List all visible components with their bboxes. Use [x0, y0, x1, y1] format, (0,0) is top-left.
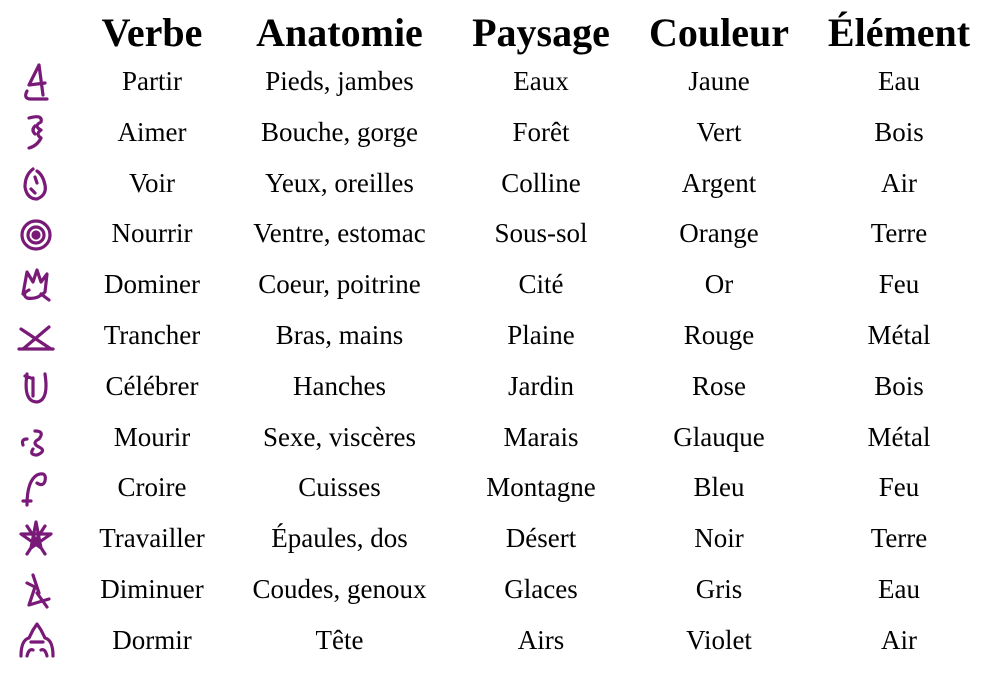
- cell-anatomie: Cuisses: [298, 472, 381, 503]
- cell-couleur: Jaune: [688, 66, 750, 96]
- cell-paysage: Airs: [517, 624, 565, 655]
- cell-anatomie: Sexe, viscères: [263, 421, 416, 452]
- table-row: [0, 159, 981, 207]
- table-row: [0, 108, 981, 156]
- cell-element: Air: [881, 167, 917, 198]
- sigil-dominer-icon: [13, 264, 59, 306]
- cell-anatomie: Bouche, gorge: [261, 116, 418, 147]
- cell-anatomie: Hanches: [293, 370, 386, 401]
- header-paysage: Paysage: [472, 10, 610, 55]
- sigil-celebrer-icon: [13, 366, 59, 408]
- cell-anatomie: Yeux, oreilles: [265, 167, 414, 198]
- cell-anatomie: Épaules, dos: [271, 523, 408, 554]
- cell-verbe: Aimer: [117, 116, 187, 147]
- cell-verbe: Trancher: [103, 320, 201, 350]
- cell-couleur: Orange: [679, 218, 759, 249]
- cell-couleur: Violet: [686, 624, 752, 655]
- cell-paysage: Jardin: [508, 370, 574, 401]
- cell-paysage: Plaine: [507, 320, 575, 350]
- cell-couleur: Rouge: [683, 320, 755, 350]
- cell-couleur: Vert: [696, 116, 742, 147]
- cell-element: Terre: [870, 218, 928, 249]
- table-row: [0, 565, 981, 613]
- cell-anatomie: Bras, mains: [275, 320, 404, 350]
- cell-couleur: Or: [704, 269, 734, 300]
- cell-verbe: Travailler: [99, 523, 205, 554]
- cell-element: Feu: [878, 269, 920, 300]
- table-row: [0, 362, 981, 410]
- cell-verbe: Célébrer: [105, 370, 199, 401]
- table-row: [0, 514, 981, 562]
- cell-couleur: Glauque: [673, 421, 765, 452]
- sigil-aimer-icon: [13, 112, 59, 154]
- table-row: [0, 413, 981, 461]
- sigil-voir-icon: [13, 163, 59, 205]
- cell-couleur: Noir: [694, 523, 744, 554]
- cell-anatomie: Tête: [315, 624, 364, 655]
- cell-verbe: Diminuer: [100, 574, 204, 604]
- header-anatomie: Anatomie: [256, 10, 423, 55]
- cell-paysage: Eaux: [513, 66, 569, 96]
- cell-element: Eau: [878, 574, 920, 604]
- cell-verbe: Partir: [122, 66, 182, 96]
- cell-anatomie: Coeur, poitrine: [258, 269, 421, 300]
- cell-couleur: Bleu: [693, 472, 745, 503]
- cell-element: Métal: [867, 421, 931, 452]
- cell-element: Bois: [874, 370, 924, 401]
- cell-paysage: Forêt: [512, 116, 570, 147]
- cell-element: Air: [881, 624, 917, 655]
- cell-paysage: Cité: [518, 269, 564, 300]
- cell-couleur: Gris: [695, 574, 743, 604]
- table-row: [0, 260, 981, 308]
- cell-element: Terre: [870, 523, 928, 554]
- sigil-travailler-icon: [13, 518, 59, 560]
- sigil-mourir-icon: [13, 417, 59, 459]
- cell-verbe: Mourir: [113, 421, 191, 452]
- cell-paysage: Colline: [501, 167, 581, 198]
- cell-element: Bois: [874, 116, 924, 147]
- sigil-croire-icon: [13, 467, 59, 509]
- cell-paysage: Glaces: [504, 574, 578, 604]
- sigil-trancher-icon: [13, 315, 59, 357]
- sigil-dormir-icon: [13, 620, 59, 662]
- cell-element: Eau: [878, 66, 920, 96]
- cell-paysage: Marais: [503, 421, 579, 452]
- cell-anatomie: Ventre, estomac: [253, 218, 426, 249]
- header-verbe: Verbe: [101, 10, 203, 55]
- cell-verbe: Voir: [128, 167, 175, 198]
- table-row: [0, 463, 981, 511]
- cell-verbe: Nourrir: [111, 218, 193, 249]
- table-row: [0, 311, 981, 359]
- cell-element: Métal: [867, 320, 931, 350]
- cell-paysage: Désert: [505, 523, 577, 554]
- cell-anatomie: Coudes, genoux: [252, 574, 427, 604]
- sigil-partir-icon: [13, 61, 59, 103]
- cell-verbe: Dominer: [104, 269, 200, 300]
- cell-element: Feu: [878, 472, 920, 503]
- sigil-nourrir-icon: [13, 213, 59, 255]
- cell-verbe: Dormir: [112, 624, 192, 655]
- table-row: [0, 616, 981, 664]
- header-element: Élément: [827, 10, 971, 55]
- table-row: [0, 209, 981, 257]
- cell-anatomie: Pieds, jambes: [265, 66, 414, 96]
- cell-paysage: Sous-sol: [494, 218, 588, 249]
- cell-paysage: Montagne: [486, 472, 596, 503]
- cell-verbe: Croire: [117, 472, 187, 503]
- table-row: [0, 57, 981, 105]
- cell-couleur: Rose: [692, 370, 746, 401]
- header-couleur: Couleur: [649, 10, 789, 55]
- sigil-diminuer-icon: [13, 569, 59, 611]
- cell-couleur: Argent: [681, 167, 757, 198]
